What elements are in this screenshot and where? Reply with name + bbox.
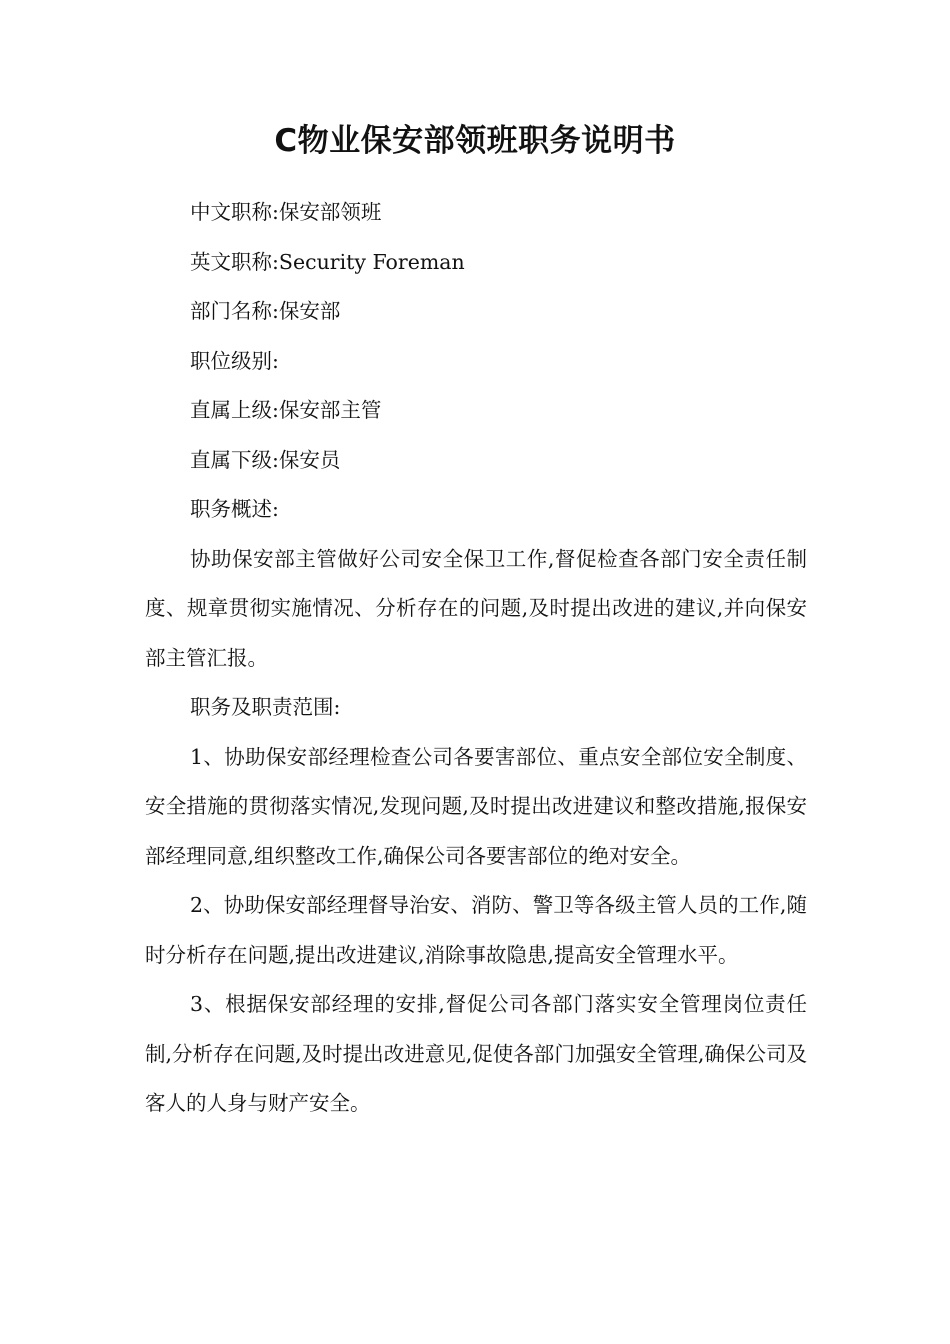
field-job-level: 职位级别: [190, 348, 279, 373]
document-body [145, 188, 807, 1129]
field-direct-subordinate: 直属下级:保安员 [190, 447, 341, 472]
field-chinese-title: 中文职称:保安部领班 [190, 200, 382, 224]
field-english-title: 英文职称:Security Foreman [190, 249, 465, 274]
field-direct-superior: 直属上级:保安部主管 [190, 398, 382, 422]
document-title: C物业保安部领班职务说明书 [274, 123, 676, 159]
overview-paragraph: 协助保安部主管做好公司安全保卫工作,督促检查各部门安全责任制度、规章贯彻实施情况、分析存在的问题,及时提出改进的建议,并向保安部主管汇报。 [145, 546, 807, 670]
section-heading-overview: 职务概述: [190, 497, 279, 521]
duty-item-1: 1、协助保安部经理检查公司各要害部位、重点安全部位安全制度、安全措施的贯彻落实情况,发现问题,及时提出改进建议和整改措施,报保安部经理同意,组织整改工作,确保公司各要害部位的绝对安全。 [145, 744, 807, 868]
duty-item-3: 3、根据保安部经理的安排,督促公司各部门落实安全管理岗位责任制,分析存在问题,及时提出改进意见,促使各部门加强安全管理,确保公司及客人的人身与财产安全。 [145, 992, 807, 1115]
duty-item-2: 2、协助保安部经理督导治安、消防、警卫等各级主管人员的工作,随时分析存在问题,提出改进建议,消除事故隐患,提高安全管理水平。 [145, 893, 807, 967]
field-department: 部门名称:保安部 [190, 299, 341, 323]
section-heading-duties: 职务及职责范围: [190, 695, 341, 719]
